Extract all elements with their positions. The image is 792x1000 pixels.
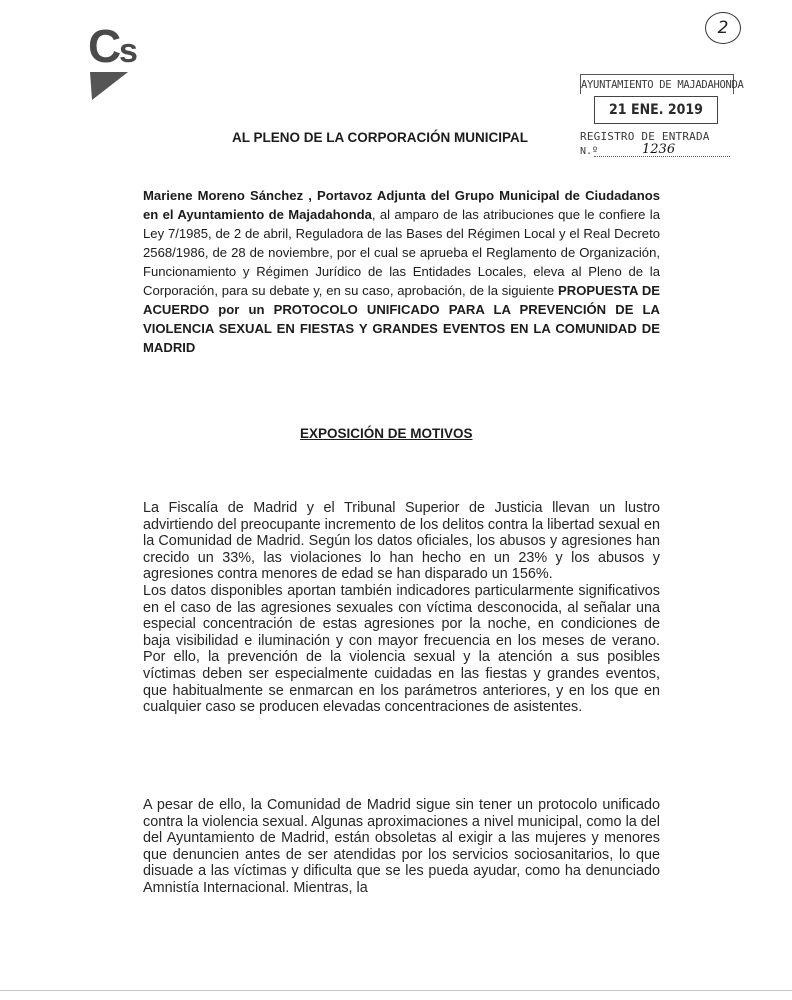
- registry-stamp: [580, 70, 744, 160]
- intro-proposal: PROPUESTA DE ACUERDO por un PROTOCOLO UNIFICADO PARA LA PREVENCIÓN DE LA VIOLENCIA SEXUAL EN FIESTAS Y GRANDES EVENTOS EN LA COMUNIDAD DE MADRID: [143, 283, 661, 355]
- logo-letter-s: s: [119, 32, 138, 70]
- stamp-number-line: [580, 142, 734, 160]
- ciudadanos-logo: [88, 22, 178, 102]
- stamp-date: 21 ENE. 2019: [594, 96, 718, 124]
- motives-paragraph-1b: Los datos disponibles aportan también indicadores particularmente significativos en el caso de las agresiones sexuales con víctima desconocida, al señalar una especial concentración de estas agresiones por la noche, en condiciones de baja visibilidad e iluminación y con mayor frecuencia en los meses de verano. Por ello, la prevención de la violencia sexual y la atención a sus posibles víctimas deben ser especialmente cuidadas en las fiestas y grandes eventos, que habitualmente se enmarcan en los parámetros anteriores, y en los que en cualquier caso se producen elevadas concentraciones de asistentes.: [143, 582, 660, 716]
- page-number: 2: [705, 12, 741, 44]
- motives-paragraph-2: A pesar de ello, la Comunidad de Madrid sigue sin tener un protocolo unificado contra la violencia sexual. Algunas aproximaciones a nivel municipal, como la del del Ayuntamiento de Madrid, están obsoletas al exigir a las mujeres y menores que denuncien antes de ser atendidas por los servicios sociosanitarios, lo que disuade a las víctimas y dificulta que se les pueda ayudar, como ha denunciado Amnistía Internacional. Mientras, la: [143, 797, 660, 896]
- stamp-dotted-line: [594, 156, 730, 157]
- stamp-registro-label: REGISTRO DE ENTRADA: [580, 130, 710, 143]
- stamp-number-value: 1236: [642, 142, 676, 157]
- intro-signatory: Mariene Moreno Sánchez , Portavoz Adjunta del Grupo Municipal de Ciudadanos en el Ayuntamiento de Majadahonda: [143, 188, 660, 222]
- intro-paragraph: [143, 186, 660, 357]
- document-heading: AL PLENO DE LA CORPORACIÓN MUNICIPAL: [232, 130, 529, 145]
- motives-paragraph-1: [143, 500, 660, 716]
- motives-paragraph-1a: La Fiscalía de Madrid y el Tribunal Superior de Justicia llevan un lustro advirtiendo del preocupante incremento de los delitos contra la libertad sexual en la Comunidad de Madrid. Según los datos oficiales, los abusos y agresiones han crecido un 33%, las violaciones lo han hecho en un 23% y los abusos y agresiones contra menores de edad se han disparado un 156%.: [143, 500, 660, 583]
- section-title: EXPOSICIÓN DE MOTIVOS: [300, 426, 473, 441]
- logo-triangle-icon: [90, 72, 128, 100]
- scan-edge-line: [0, 990, 792, 991]
- intro-body: , al amparo de las atribuciones que le confiere la Ley 7/1985, de 2 de abril, Reguladora de las Bases del Régimen Local y el Real Decreto 2568/1986, de 28 de noviembre, por el cual se aprueba el Reglamento de Organización, Funcionamiento y Régimen Jurídico de las Entidades Locales, eleva al Pleno de la Corporación, para su debate y, en su caso, aprobación, de la siguiente: [143, 207, 660, 298]
- stamp-organization: AYUNTAMIENTO DE MAJADAHONDA: [580, 74, 734, 94]
- logo-letter-c: C: [88, 22, 122, 72]
- stamp-number-label: N.º: [580, 146, 599, 157]
